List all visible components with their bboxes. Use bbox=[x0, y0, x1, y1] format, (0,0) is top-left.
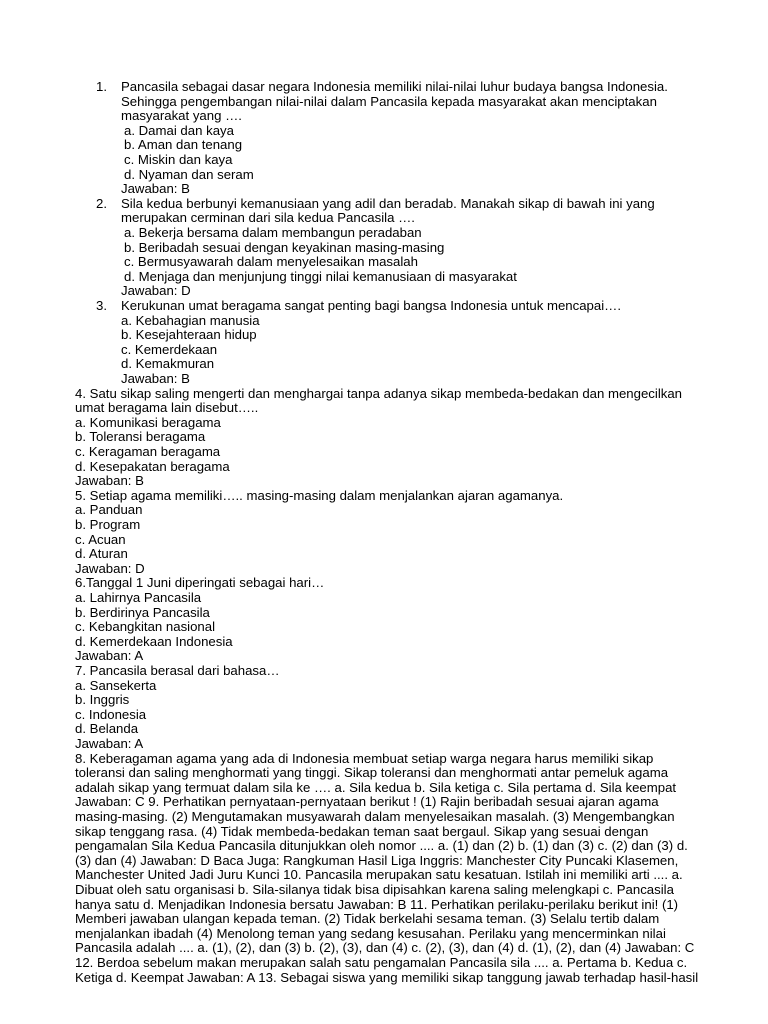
option-d: d. Nyaman dan seram bbox=[124, 166, 254, 182]
question-stem-line: masyarakat yang …. bbox=[121, 108, 242, 124]
option-b: b. Inggris bbox=[75, 692, 130, 708]
answer: Jawaban: B bbox=[75, 473, 144, 489]
option-a: a. Kebahagian manusia bbox=[121, 312, 260, 328]
option-d: d. Kemakmuran bbox=[121, 356, 215, 372]
question-number: 3. bbox=[96, 298, 107, 313]
question-number: 1. bbox=[96, 79, 107, 94]
option-d: d. Kesepakatan beragama bbox=[75, 458, 230, 474]
question-stem-line: 6.Tanggal 1 Juni diperingati sebagai hari… bbox=[75, 575, 325, 591]
option-d: d. Belanda bbox=[75, 721, 139, 737]
option-c: c. Miskin dan kaya bbox=[124, 152, 233, 167]
paragraph-line: 8. Keberagaman agama yang ada di Indonesia membuat setiap warga negara harus memiliki sikap bbox=[75, 750, 654, 766]
option-b: b. Berdirinya Pancasila bbox=[75, 604, 210, 620]
paragraph-line: Jawaban: C 9. Perhatikan pernyataan-pernyataan berikut ! (1) Rajin beribadah sesuai ajaran agama bbox=[75, 794, 659, 810]
option-a: a. Sansekerta bbox=[75, 677, 157, 693]
question-stem-line: Pancasila sebagai dasar negara Indonesia memiliki nilai-nilai luhur budaya bangsa Indonesia. bbox=[121, 79, 668, 94]
question-stem-line: 4. Satu sikap saling mengerti dan menghargai tanpa adanya sikap membeda-bedakan dan mengecilkan bbox=[75, 385, 683, 401]
answer: Jawaban: A bbox=[75, 736, 144, 751]
paragraph-line: Pancasila adalah .... a. (1), (2), dan (3) b. (2), (3), dan (4) c. (2), (3), dan (4) d. (1), (2), dan (4) Jawaban: C bbox=[75, 940, 695, 956]
answer: Jawaban: D bbox=[75, 560, 145, 576]
paragraph-line: hanya satu d. Menjadikan Indonesia bersatu Jawaban: B 11. Perhatikan perilaku-perilaku berikut ini! (1) bbox=[75, 896, 679, 912]
question-stem-line: umat beragama lain disebut….. bbox=[75, 400, 259, 416]
paragraph-line: Dibuat oleh satu organisasi b. Sila-silanya tidak bisa dipisahkan karena saling melengkapi c. Pancasila bbox=[75, 882, 674, 897]
option-a: a. Panduan bbox=[75, 502, 143, 518]
question-stem-line: 5. Setiap agama memiliki….. masing-masing dalam menjalankan ajaran agamanya. bbox=[75, 487, 564, 503]
answer: Jawaban: B bbox=[121, 181, 190, 197]
option-d: d. Menjaga dan menjunjung tinggi nilai kemanusiaan di masyarakat bbox=[124, 268, 517, 284]
option-c: c. Acuan bbox=[75, 531, 126, 547]
option-c: c. Indonesia bbox=[75, 706, 147, 722]
question-stem-line: merupakan cerminan dari sila kedua Pancasila …. bbox=[121, 210, 415, 226]
option-a: a. Bekerja bersama dalam membangun peradaban bbox=[124, 225, 422, 240]
option-c: c. Bermusyawarah dalam menyelesaikan masalah bbox=[124, 254, 418, 270]
option-b: b. Beribadah sesuai dengan keyakinan masing-masing bbox=[124, 239, 445, 255]
paragraph-line: adalah sikap yang termuat dalam sila ke …. a. Sila kedua b. Sila ketiga c. Sila pertama d. Sila keempat bbox=[75, 779, 677, 795]
option-c: c. Keragaman beragama bbox=[75, 444, 221, 459]
option-d: d. Kemerdekaan Indonesia bbox=[75, 633, 233, 649]
paragraph-line: 12. Berdoa sebelum makan merupakan salah satu pengamalan Pancasila sila .... a. Pertama b. Kedua c. bbox=[75, 955, 688, 970]
answer: Jawaban: B bbox=[121, 371, 190, 386]
paragraph-line: (3) dan (4) Jawaban: D Baca Juga: Rangkuman Hasil Liga Inggris: Manchester City Puncaki Klasemen, bbox=[75, 852, 679, 868]
option-a: a. Komunikasi beragama bbox=[75, 414, 221, 430]
answer: Jawaban: A bbox=[75, 648, 144, 664]
option-b: b. Program bbox=[75, 517, 141, 532]
option-a: a. Lahirnya Pancasila bbox=[75, 590, 202, 605]
option-c: c. Kemerdekaan bbox=[121, 341, 218, 357]
question-stem-line: Kerukunan umat beragama sangat penting bagi bangsa Indonesia untuk mencapai…. bbox=[121, 298, 622, 313]
question-stem-line: 7. Pancasila berasal dari bahasa… bbox=[75, 663, 280, 678]
paragraph-line: Manchester United Jadi Juru Kunci 10. Pancasila merupakan satu kesatuan. Istilah ini memiliki arti .... a. bbox=[75, 867, 683, 883]
paragraph-line: sikap tenggang rasa. (4) Tidak membeda-bedakan teman saat bergaul. Sikap yang sesuai dengan bbox=[75, 823, 649, 839]
option-a: a. Damai dan kaya bbox=[124, 122, 234, 138]
option-b: b. Kesejahteraan hidup bbox=[121, 327, 257, 343]
paragraph-line: Ketiga d. Keempat Jawaban: A 13. Sebagai siswa yang memiliki sikap tanggung jawab terhadap hasil-hasil bbox=[75, 969, 699, 985]
question-number: 2. bbox=[96, 195, 107, 211]
answer: Jawaban: D bbox=[121, 283, 191, 299]
question-stem-line: Sila kedua berbunyi kemanusiaan yang adil dan beradab. Manakah sikap di bawah ini yang bbox=[121, 195, 655, 211]
paragraph-line: masing-masing. (2) Mengutamakan musyawarah dalam menyelesaikan masalah. (3) Mengembangkan bbox=[75, 809, 675, 824]
option-b: b. Aman dan tenang bbox=[124, 137, 243, 153]
paragraph-line: toleransi dan saling menghormati yang tinggi. Sikap toleransi dan menghormati antar pemeluk agama bbox=[75, 765, 669, 781]
option-c: c. Kebangkitan nasional bbox=[75, 619, 216, 635]
option-b: b. Toleransi beragama bbox=[75, 429, 206, 445]
option-d: d. Aturan bbox=[75, 546, 128, 562]
paragraph-line: menjalankan ibadah (4) Menolong teman yang sedang kesusahan. Perilaku yang mencerminkan nilai bbox=[75, 925, 666, 941]
question-stem-line: Sehingga pengembangan nilai-nilai dalam Pancasila kepada masyarakat akan menciptakan bbox=[121, 93, 657, 109]
paragraph-line: Memberi jawaban ulangan kepada teman. (2) Tidak berkelahi sesama teman. (3) Selalu tertib dalam bbox=[75, 911, 660, 927]
paragraph-line: pengamalan Sila Kedua Pancasila ditunjukkan oleh nomor .... a. (1) dan (2) b. (1) dan (3) c. (2) dan (3) d. bbox=[75, 838, 688, 854]
